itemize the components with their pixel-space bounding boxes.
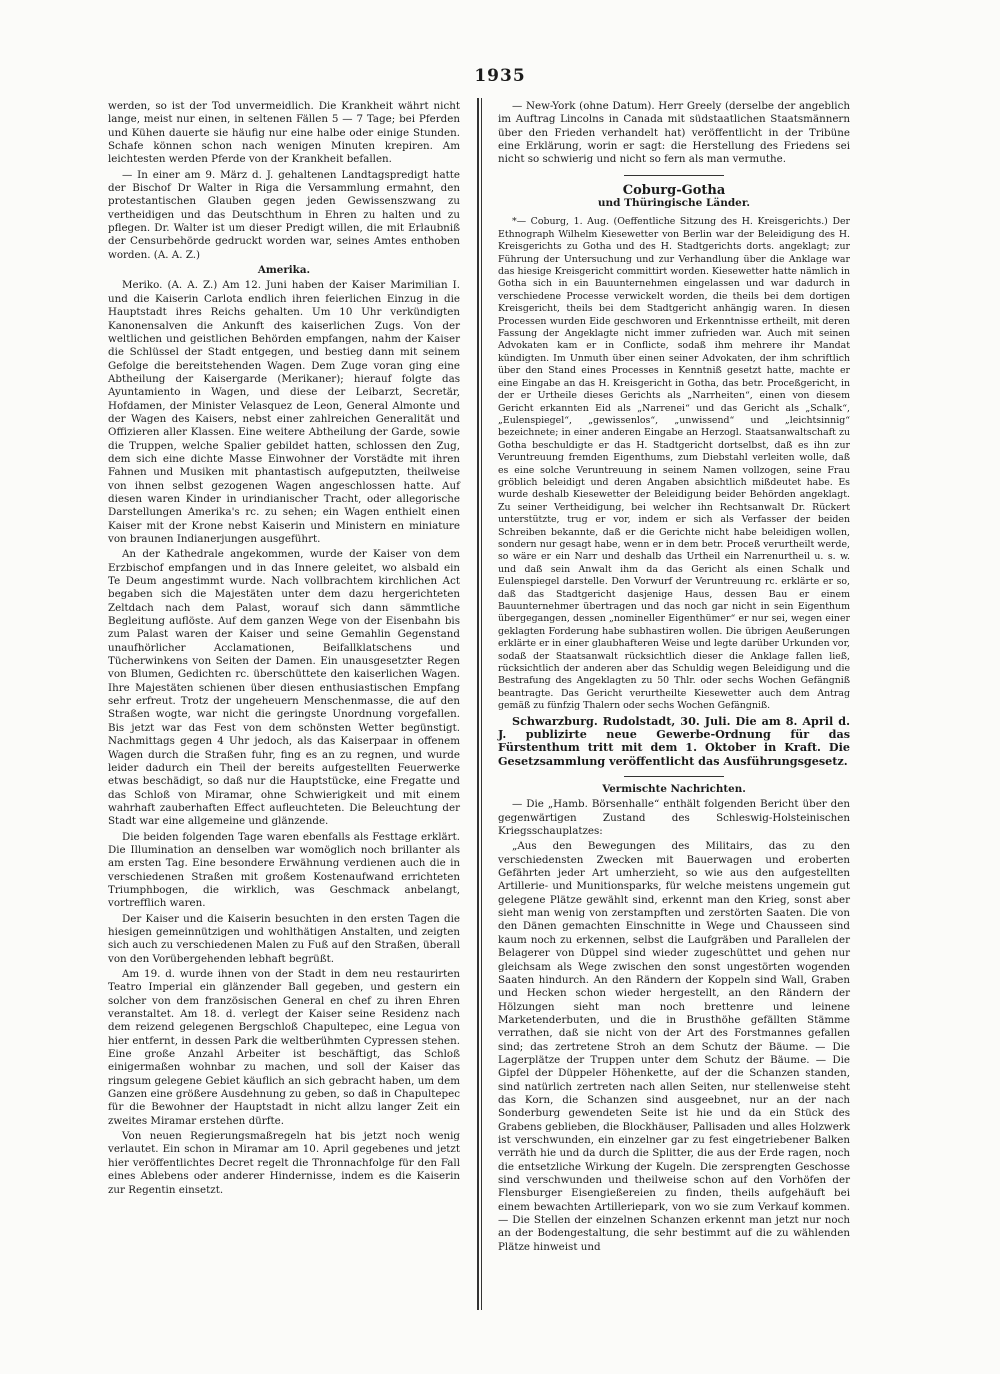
paragraph-visits: Der Kaiser und die Kaiserin besuchten in den ersten Tagen die hiesigen gemeinnützigen und wohlthätigen Anstalten, und zeigten sich auch zu verschiedenen Malen zu Fuß auf den Straßen, überall von den Vorübergehenden lebhaft begrüßt. [108,912,460,965]
section-title-coburg-gotha: Coburg-Gotha [622,182,726,198]
paragraph-coburg-court: *— Coburg, 1. Aug. (Oeffentliche Sitzung des H. Kreisgerichts.) Der Ethnograph Wilhelm Kiesewetter von Berlin war der Beleidigung des H. Kreisgerichts zu Gotha und des H. Stadtgerichts dorts. angeklagt; zur Führung der Untersuchung und zur Verhandlung über die Anklage war das hiesige Kreisgericht committirt worden. Kiesewetter hatte nämlich in Gotha sich in ein Bauunternehmen eingelassen und war dadurch in verschiedene Processe verwickelt worden, die theils bei dem dortigen Kreisgericht, theils bei dem Stadtgericht anhängig waren. In diesen Processen wurden Eide geschworen und Erkenntnisse ertheilt, mit deren Fassung der Angeklagte nicht immer zufrieden war. Auch mit seinen Advokaten kam er in Conflicte, sodaß ihm mehrere ihr Mandat kündigten. Im Unmuth über einen seiner Advokaten, der ihm schriftlich über den Stand eines Processes in Kenntniß gesetzt hatte, machte er eine Eingabe an das H. Kreisgericht in Gotha, das betr. Proceßgericht, in der er Urtheile dieses Gerichts als „Narrheiten“, einen von diesem Gericht erkannten Eid als „Narrenei“ und das Gericht als „Schalk“, „Eulenspiegel“, „gewissenlos“, „unwissend“ und „leichtsinnig“ bezeichnete; in einer anderen Eingabe an Herzogl. Staatsanwaltschaft zu Gotha beschuldigte er das H. Stadtgericht dortselbst, daß es ihn zur Veruntreuung fremden Eigenthums, zum Diebstahl verleiten wolle, daß es eine solche Veruntreuung in seinem Namen vollzogen, seine Frau gröblich beleidigt und deren Angaben absichtlich mißdeutet habe. Es wurde deshalb Kiesewetter der Beleidigung beider Behörden angeklagt. Zu seiner Vertheidigung, bei welcher ihn Rechtsanwalt Dr. Rückert unterstützte, trug er vor, indem er sich als Verfasser der beiden Schreiben bekannte, daß er die Gerichte nicht habe beleidigen wollen, sondern nur gesagt habe, wenn er in dem betr. Proceß verurtheilt werde, so wäre er ein Narr und deshalb das Urtheil ein Narrenurtheil u. s. w. und daß sein Anwalt ihm da das Gericht als einen Schalk und Eulenspiegel darstelle. Den Vorwurf der Veruntreuung rc. erklärte er so, daß das Stadtgericht dasjenige Haus, dessen Bau er einem Bauunternehmer übertragen und das noch gar nicht in sein Eigenthum übergegangen, dessen „nomineller Eigenthümer“ er nur sei, wegen einer geklagten Forderung habe subhastiren wollen. Die übrigen Aeußerungen erklärte er in einer glaubhafteren Weise und legte darüber Urkunden vor, sodaß der Staatsanwalt rücksichtlich dieser die Anklage fallen ließ, rücksichtlich der anderen aber das Schuldig wegen Beleidigung und die Bestrafung des Angeklagten zu 50 Thlr. oder sechs Wochen Gefängniß beantragte. Das Gericht verurtheilte Kiesewetter auch dem Antrag gemäß zu fünfzig Thalern oder sechs Wochen Gefängniß. [498,216,850,712]
paragraph-schwarzburg: Schwarzburg. Rudolstadt, 30. Juli. Die am 8. April d. J. publizirte neue Gewerbe-Ordnung für das Fürstenthum tritt mit dem 1. Oktober in Kraft. Die Gesetzsammlung veröffentlicht das Ausführungsgesetz. [498,713,850,768]
paragraph-kriegsschauplatz: „Aus den Bewegungen des Militairs, das zu den verschiedensten Zwecken mit Bauerwagen und eroberten Gefährten jeder Art umherzieht, so wie aus den aufgestellten Artillerie- und Munitionsparks, für welche meistens ungemein gut gelegene Plätze gewählt sind, erkennt man den Krieg, sonst aber sieht man wenig von zerstampften und zerstörten Saaten. Die von den Dänen gemachten Einschnitte in Wege und Chausseen sind kaum noch zu erkennen, selbst die Laufgräben und Parallelen der Belagerer von Düppel sind wieder zugeschüttet und gehen nur gleichsam als Wege zwischen den sonst ungestörten wogenden Saaten hindurch. An den Rändern der Koppeln sind Wall, Graben und Hecken schon wieder hergestellt, an den Rändern der Hölzungen sieht man noch brettenre und leinene Marketenderbuten, und die in Brusthöhe gefällten Stämme verrathen, daß sie nicht von der Art des Forstmannes gefallen sind; das zertretene Stroh an dem Schutz der Bäume. — Die Lagerplätze der Truppen unter dem Schutz der Bäume. — Die Gipfel der Düppeler Höhenkette, auf der die Schanzen standen, sind natürlich zertreten nach allen Seiten, nur stellenweise steht das Korn, die Schanzen sind ausgeebnet, nur an der nach Sonderburg gewendeten Seite ist hie und da ein Stück des Grabens geblieben, die Blockhäuser, Pallisaden und alles Holzwerk ist verschwunden, ein einzelner gar zu fest eingetriebener Balken verräth hie und da durch die Splitter, die aus der Erde ragen, noch die entsetzliche Wirkung der Kugeln. Die zersprengten Geschosse sind verschwunden und theilweise schon auf den Vorhöfen der Flensburger Eisengießereien zu finden, theils aufgehäuft bei einem bewachten Artilleriepark, von wo sie zum Verkauf kommen. — Die Stellen der einzelnen Schanzen erkennt man jetzt nur noch an der Bodengestaltung, die sehr bestimmt auf die zu wählenden Plätze hinweist und [498,840,850,1253]
page-number: 1935 [474,66,526,86]
paragraph-riga-bishop: — In einer am 9. März d. J. gehaltenen Landtagspredigt hatte der Bischof Dr Walter in Riga die Versammlung ermahnt, den protestantischen Glauben gegen jeden Gewissenszwang zu vertheidigen und das Deutschthum in Ehren zu halten und zu pflegen. Dr. Walter ist um dieser Predigt willen, die mit Erlaubniß der Censurbehörde gedruckt worden war, seines Amtes enthoben worden. (A. A. Z.) [108,168,460,261]
section-divider-2 [624,776,724,777]
paragraph-disease: werden, so ist der Tod unvermeidlich. Die Krankheit währt nicht lange, meist nur einen, in seltenen Fällen 5 — 7 Tage; bei Pferden und Kühen dauerte sie häufig nur eine halbe oder einige Stunden. Schafe können schon nach wenigen Minuten krepiren. Am leichtesten werden Pferde von der Krankheit befallen. [108,100,460,166]
paragraph-boersenhalle: — Die „Hamb. Börsenhalle“ enthält folgenden Bericht über den gegenwärtigen Zustand des Schleswig-Holsteinischen Kriegsschauplatzes: [498,798,850,838]
heading-vermischte-nachrichten: Vermischte Nachrichten. [602,783,746,796]
column-divider [477,98,479,1310]
heading-amerika: Amerika. [257,264,311,277]
paragraph-mexico-entry: Meriko. (A. A. Z.) Am 12. Juni haben der Kaiser Marimilian I. und die Kaiserin Carlota endlich ihren feierlichen Einzug in die Hauptstadt ihres Reichs gehalten. Um 10 Uhr verkündigten Kanonensalven die Ankunft des kaiserlichen Zugs. Von der weltlichen und geistlichen Behörden empfangen, nahm der Kaiser die Schlüssel der Stadt entgegen, und bestieg dann mit seinem Gefolge die bereitstehenden Wagen. Dem Zuge voran ging eine Abtheilung der Kaisergarde (Merikaner); hierauf folgte das Ayuntamiento in Wagen, und diese der Leibarzt, Secretär, Hofdamen, der Minister Velasquez de Leon, General Almonte und der Wagen des Kaisers, nebst einer zahlreichen Generalität und Offizieren aller Klassen. Eine weitere Abtheilung der Garde, sowie die Truppen, welche Spalier gebildet hatten, schlossen den Zug, dem sich eine dichte Masse Einwohner der Vorstädte mit ihren Fahnen und Musiken mit phantastisch aufgeputzten, theilweise von ihnen selbst gezogenen Wagen angeschlossen hatte. Auf diesen waren Kinder in urindianischer Tracht, oder allegorische Darstellungen Amerika's rc. zu sehen; ein Wagen enthielt einen Kaiser mit der Krone nebst Kaiserin und Ministern en miniature von braunen Indianerjungen ausgeführt. [108,279,460,545]
section-divider [624,175,724,176]
paragraph-festtage: Die beiden folgenden Tage waren ebenfalls als Festtage erklärt. Die Illumination an denselben war womöglich noch brillanter als am ersten Tag. Eine besondere Erwähnung verdienen auch die in verschiedenen Straßen mit großem Kostenaufwand errichteten Triumphbogen, die wirklich, was Geschmack anbelangt, vortrefflich waren. [108,830,460,910]
paragraph-new-york: — New-York (ohne Datum). Herr Greely (derselbe der angeblich im Auftrag Lincolns in Canada mit südstaatlichen Staatsmännern über den Frieden verhandelt hat) veröffentlicht in der Tribüne eine Erklärung, worin er sagt: die Herstellung des Friedens sei nicht so schwierig und nicht so fern als man vermuthe. [498,100,850,166]
paragraph-regulations: Von neuen Regierungsmaßregeln hat bis jetzt noch wenig verlautet. Ein schon in Miramar am 10. April gegebenes und jetzt hier veröffentlichtes Decret regelt die Thronnachfolge für den Fall eines Ablebens oder anderer Hindernisse, indem es die Kaiserin zur Regentin einsetzt. [108,1130,460,1196]
paragraph-ball-residence: Am 19. d. wurde ihnen von der Stadt in dem neu restaurirten Teatro Imperial ein glänzender Ball gegeben, und gestern ein solcher von dem französischen General en chef zu ihren Ehren veranstaltet. Am 18. d. verlegt der Kaiser seine Residenz nach dem reizend gelegenen Bergschloß Chapultepec, eine Legua von hier entfernt, in dessen Park die weltberühmten Cypressen stehen. Eine große Anzahl Arbeiter ist beschäftigt, das Schloß einigermaßen wohnbar zu machen, und soll der Kaiser das ringsum gelegene Gebiet käuflich an sich gebracht haben, um dem Ganzen eine größere Ausdehnung zu geben, so daß in Chapultepec für die Bewohner der Hauptstadt in nicht allzu langer Zeit ein zweites Miramar erstehen dürfte. [108,968,460,1127]
right-column [498,100,850,1256]
paragraph-cathedral: An der Kathedrale angekommen, wurde der Kaiser von dem Erzbischof empfangen und in das Innere geleitet, wo alsbald ein Te Deum angestimmt wurde. Nach vollbrachtem kirchlichen Act begaben sich die Majestäten unter dem dazu hergerichteten Zeltdach nach dem Palast, worauf sich dann sämmtliche Begleitung auflöste. Auf dem ganzen Wege von der Eisenbahn bis zum Palast waren der Kaiser und seine Gemahlin Gegenstand unaufhörlicher Acclamationen, Beifallklatschens und Tücherwinkens von Seiten der Damen. Ein unausgesetzter Regen von Blumen, Gedichten rc. überschüttete den kaiserlichen Wagen. Ihre Majestäten schienen über diesen enthusiastischen Empfang sehr erfreut. Trotz der ungeheuern Menschenmasse, die auf den Straßen wogte, war nicht die geringste Unordnung vorgefallen. Bis jetzt war das Fest von dem schönsten Wetter begünstigt. Nachmittags gegen 4 Uhr jedoch, als das Kaiserpaar in offenem Wagen durch die Straßen fuhr, fing es an zu regnen, und wurde leider dadurch ein Theil der bereits aufgestellten Feuerwerke etwas beschädigt, so daß nur die Hauptstücke, eine Fregatte und das Schloß von Miramar, ohne Schwierigkeit und mit einem wahrhaft zauberhaften Effect aufleuchteten. Die Beleuchtung der Stadt war eine allgemeine und glänzende. [108,548,460,828]
left-column [108,100,460,1199]
column-divider-inner [481,98,482,1310]
section-subtitle: und Thüringische Länder. [597,197,751,210]
